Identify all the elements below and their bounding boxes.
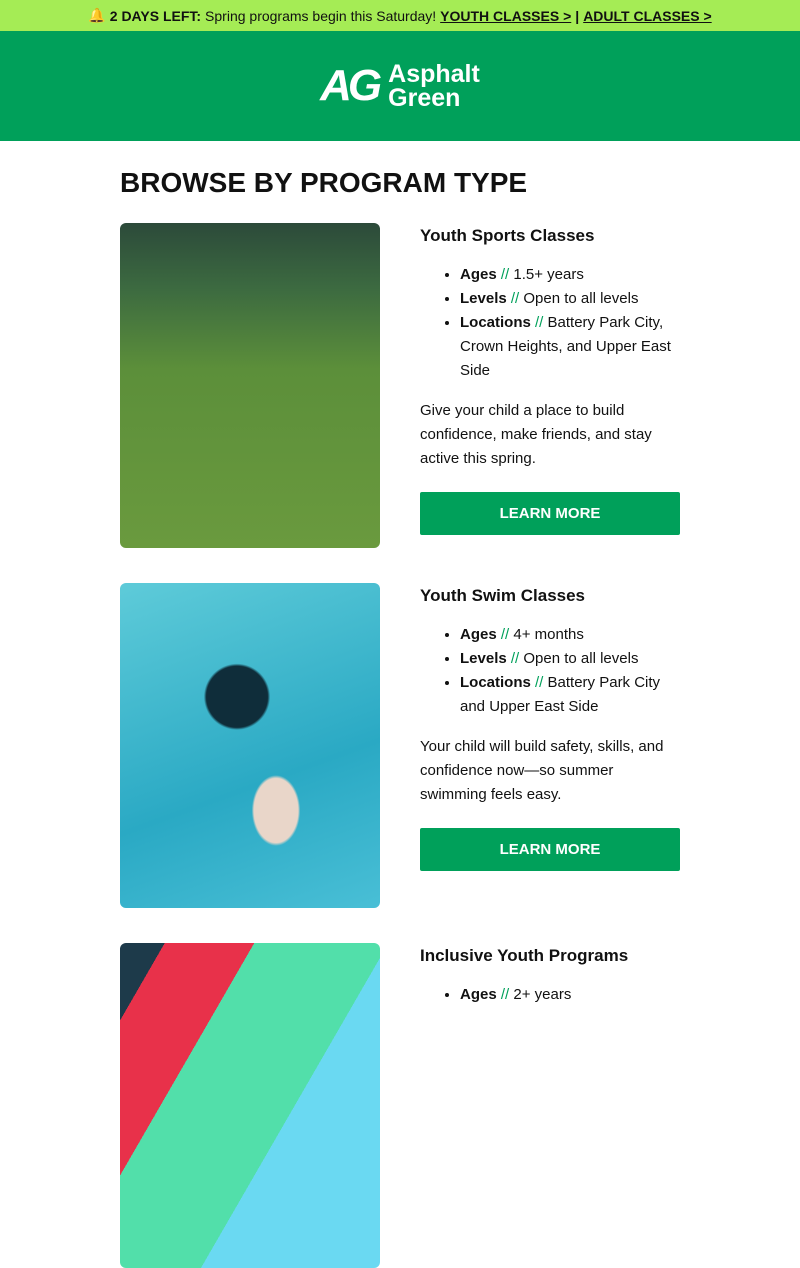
logo-text[interactable] [388, 62, 480, 110]
logo-line-1: Asphalt [388, 60, 480, 88]
announcement-bar [0, 0, 800, 31]
ages-item: • Ages // 2+ years [460, 983, 680, 1007]
bell-icon: 🔔 [88, 7, 106, 23]
countdown-label: 2 DAYS LEFT: [109, 7, 202, 24]
program-description: Give your child a place to build confidence, make friends, and stay active this spring. [420, 402, 652, 467]
program-description: Your child will build safety, skills, and confidence now—so summer swimming feels easy. [420, 738, 664, 803]
locations-item: • Locations // Battery Park City and Upper East Side [460, 671, 680, 719]
levels-item: • Levels // Open to all levels [460, 647, 680, 671]
levels-item: • Levels // Open to all levels [460, 287, 680, 311]
logo-line-2: Green [388, 84, 461, 112]
program-card [120, 223, 680, 548]
announcement-text: Spring programs begin this Saturday! [205, 7, 437, 24]
program-card [120, 583, 680, 908]
program-title: Youth Sports Classes [420, 226, 595, 245]
youth-classes-link[interactable]: YOUTH CLASSES > [440, 7, 572, 24]
program-title: Youth Swim Classes [420, 586, 586, 605]
adult-classes-link[interactable]: ADULT CLASSES > [583, 7, 712, 24]
inclusive-programs-image[interactable] [120, 943, 380, 1268]
youth-sports-image[interactable] [120, 223, 380, 548]
page-title: BROWSE BY PROGRAM TYPE [120, 167, 528, 198]
youth-swim-image[interactable] [120, 583, 380, 908]
logo-mark[interactable]: AG [320, 61, 379, 110]
separator: | [575, 7, 580, 24]
ages-item: • Ages // 1.5+ years [460, 263, 680, 287]
learn-more-button[interactable]: LEARN MORE [420, 828, 680, 871]
header [0, 31, 800, 141]
program-card [120, 943, 680, 1268]
locations-item: • Locations // Battery Park City, Crown Heights, and Upper East Side [460, 311, 680, 383]
ages-item: • Ages // 4+ months [460, 623, 680, 647]
program-title: Inclusive Youth Programs [420, 946, 629, 965]
learn-more-button[interactable]: LEARN MORE [420, 492, 680, 535]
